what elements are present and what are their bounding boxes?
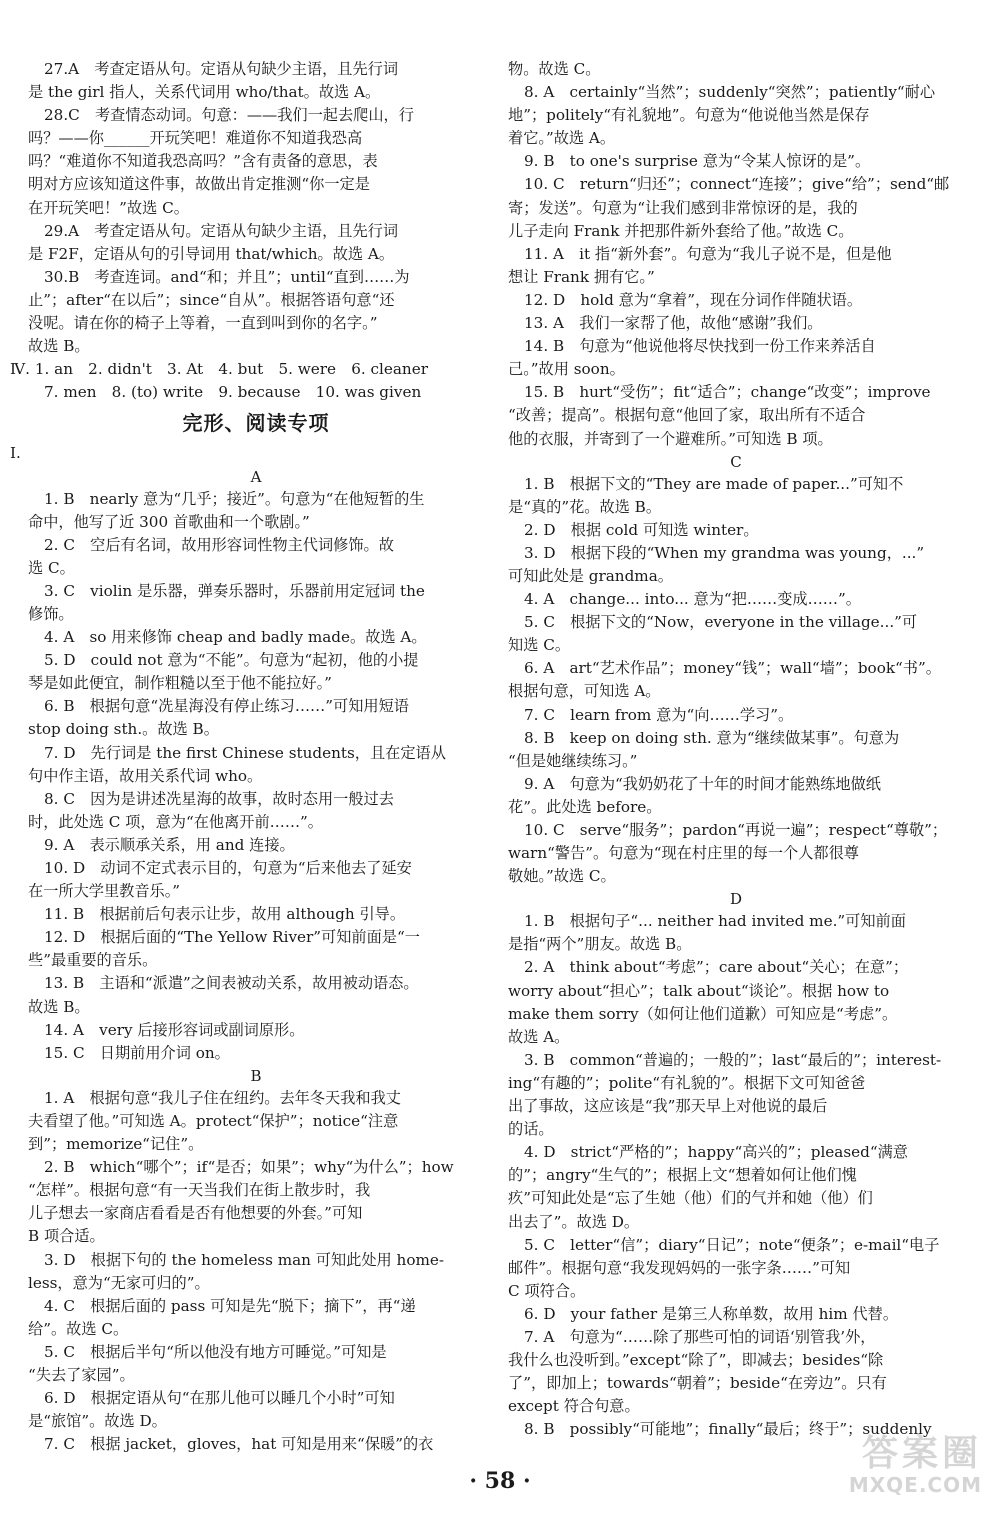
answer-line: 句中作主语，故用关系代词 who。: [28, 766, 263, 785]
answer-line: 5. C 根据下文的“Now，everyone in the village...”可: [524, 613, 918, 632]
answer-line: 寄；发送”。句意为“让我们感到非常惊讶的是，我的: [508, 198, 858, 217]
subsection-heading: C: [730, 452, 742, 471]
answer-line: 8. B possibly“可能地”；finally“最后；终于”；suddenly: [524, 1420, 932, 1439]
answer-line: B 项合适。: [28, 1227, 105, 1246]
answer-line: 2. C 空后有名词，故用形容词性物主代词修饰。故: [44, 535, 394, 554]
answer-line: 3. B common“普遍的；一般的”；last“最后的”；interest-: [524, 1050, 942, 1069]
answer-line: 邮件”。根据句意“我发现妈妈的一张字条……”可知: [508, 1258, 851, 1277]
answer-line: 10. D 动词不定式表示目的，句意为“后来他去了延安: [44, 859, 412, 877]
answer-line: 故选 B。: [28, 997, 90, 1016]
answer-line: 1. B 根据下文的“They are made of paper...”可知不: [524, 474, 904, 493]
answer-line: 11. A it 指“新外套”。句意为“我儿子说不是，但是他: [524, 244, 892, 263]
answer-line: 在一所大学里教音乐。”: [28, 882, 181, 901]
answer-line: 到”；memorize“记住”。: [28, 1135, 204, 1154]
answer-line: 13. A 我们一家帮了他，故他“感谢”我们。: [524, 314, 823, 333]
answer-line: “失去了家园”。: [28, 1365, 135, 1384]
left-column: [10, 58, 484, 1456]
answer-line: 5. C letter“信”；diary“日记”；note“便条”；e-mail“电子: [524, 1235, 940, 1254]
answer-line: 14. B 句意为“他说他将尽快找到一份工作来养活自: [524, 337, 876, 356]
answer-line: 12. D 根据后面的“The Yellow River”可知前面是“一: [44, 928, 420, 947]
page-number: · 58 ·: [469, 1468, 531, 1494]
answer-line: 3. D 根据下句的 the homeless man 可知此处用 home-: [44, 1250, 444, 1269]
answer-line: 7. C 根据 jacket，gloves，hat 可知是用来“保暖”的衣: [44, 1435, 434, 1454]
answer-line: 琴是如此便宜，制作粗糙以至于他不能拉好。”: [28, 674, 332, 693]
answer-line: 15. C 日期前用介词 on。: [44, 1043, 230, 1062]
answer-line: 夫看望了他。”可知选 A。protect“保护”；notice“注意: [28, 1111, 399, 1130]
answer-line: 1. B 根据句子“... neither had invited me.”可知前面: [524, 912, 906, 931]
answer-line: 9. A 句意为“我奶奶花了十年的时间才能熟练地做纸: [524, 774, 881, 793]
answer-line: 2. A think about“考虑”；care about“关心；在意”；: [524, 958, 909, 977]
answer-line: 是 the girl 指人，关系代词用 who/that。故选 A。: [28, 83, 381, 102]
answer-line: 的话。: [508, 1120, 554, 1139]
answer-line: make them sorry（如何让他们道歉）可知应是“考虑”。: [508, 1004, 898, 1023]
answer-line: 4. D strict“严格的”；happy“高兴的”；pleased“满意: [524, 1143, 908, 1162]
answer-line: 选 C。: [28, 558, 75, 577]
answer-line: C 项符合。: [508, 1281, 586, 1300]
answer-line: 时，此处选 C 项，意为“在他离开前……”。: [28, 812, 323, 831]
answer-line: 根据句意，可知选 A。: [508, 682, 661, 701]
answer-line: 9. A 表示顺承关系，用 and 连接。: [44, 835, 295, 854]
answer-line: 7. D 先行词是 the first Chinese students，且在定语从: [44, 743, 446, 762]
section-title: 完形、阅读专项: [182, 411, 330, 436]
answer-line: 6. A art“艺术作品”；money“钱”；wall“墙”；book“书”。: [524, 659, 941, 678]
answer-line: warn“警告”。句意为“现在村庄里的每一个人都很尊: [508, 844, 859, 863]
answer-line: 是指“两个”朋友。故选 B。: [508, 935, 692, 954]
answer-line: 儿子走向 Frank 并把那件新外套给了他。”故选 C。: [508, 221, 854, 240]
answer-line: 是“真的”花。故选 B。: [508, 497, 662, 516]
answer-line: 是 F2F，定语从句的引导词用 that/which。故选 A。: [28, 244, 395, 263]
answer-line: 花”。此处选 before。: [508, 797, 662, 816]
answer-line: 吗？——你______开玩笑吧！难道你不知道我恐高: [28, 129, 363, 148]
answer-line: 了”，即加上；towards“朝着”；beside“在旁边”。只有: [508, 1374, 887, 1393]
answer-line: 4. A so 用来修饰 cheap and badly made。故选 A。: [44, 628, 427, 647]
answer-line: 28.C 考查情态动词。句意：——我们一起去爬山，行: [44, 106, 414, 125]
subsection-heading: D: [729, 890, 743, 909]
answer-line: worry about“担心”；talk about“谈论”。根据 how to: [508, 981, 890, 1000]
answer-line: 故选 B。: [28, 337, 90, 356]
answer-line: 10. C serve“服务”；pardon“再说一遍”；respect“尊敬”；: [524, 821, 948, 839]
answer-line: 10. C return“归还”；connect“连接”；give“给”；send“邮: [524, 175, 950, 194]
answer-line: “怎样”。根据句意“有一天当我们在街上散步时，我: [28, 1181, 371, 1200]
answer-line: 6. D your father 是第三人称单数，故用 him 代替。: [524, 1304, 899, 1323]
answer-line: 11. B 根据前后句表示让步，故用 although 引导。: [44, 905, 406, 924]
answer-line: 5. D could not 意为“不能”。句意为“起初，他的小提: [44, 651, 419, 670]
answer-line: 7. A 句意为“……除了那些可怕的词语‘别管我’外，: [524, 1327, 876, 1346]
answer-line: 3. C violin 是乐器，弹奏乐器时，乐器前用定冠词 the: [44, 581, 425, 600]
answer-line: 14. A very 后接形容词或副词原形。: [44, 1020, 305, 1039]
answer-line: 7. C learn from 意为“向……学习”。: [524, 705, 794, 724]
answer-line: 6. D 根据定语从句“在那儿他可以睡几个小时”可知: [44, 1389, 395, 1408]
answer-line: 1. B nearly 意为“几乎；接近”。句意为“在他短暂的生: [44, 489, 425, 508]
answer-line: 8. A certainly“当然”；suddenly“突然”；patiently“耐心: [524, 83, 936, 102]
answer-line: 疚”可知此处是“忘了生她（他）们的气并和她（他）们: [508, 1189, 873, 1208]
answer-line: 4. C 根据后面的 pass 可知是先“脱下；摘下”，再“递: [44, 1296, 416, 1315]
answer-line: 27.A 考查定语从句。定语从句缺少主语，且先行词: [44, 60, 399, 78]
answer-line: 敬她。”故选 C。: [508, 867, 616, 886]
answer-line: 8. B keep on doing sth. 意为“继续做某事”。句意为: [524, 728, 900, 747]
answer-line: 吗？“难道你不知道我恐高吗？”含有责备的意思，表: [28, 152, 378, 171]
answer-line: 没呢。请在你的椅子上等着，一直到叫到你的名字。”: [28, 314, 378, 333]
answer-line: 在开玩笑吧！”故选 C。: [28, 198, 189, 217]
answer-line: 己。”故用 soon。: [508, 360, 625, 379]
answer-line: 命中，他写了近 300 首歌曲和一个歌剧。”: [28, 512, 310, 531]
answer-line: 些”最重要的音乐。: [28, 951, 158, 970]
answer-line: “改善；提高”。根据句意“他回了家，取出所有不适合: [508, 406, 866, 425]
answer-line: 的”；angry“生气的”；根据上文“想着如何让他们愧: [508, 1166, 857, 1185]
answer-line: 物。故选 C。: [508, 60, 601, 78]
answer-line: 1. A 根据句意“我儿子住在纽约。去年冬天我和我丈: [44, 1088, 401, 1107]
answer-line: Ⅳ. 1. an 2. didn't 3. At 4. but 5. were 6. cleaner: [10, 360, 428, 379]
answer-line: except 符合句意。: [508, 1397, 640, 1416]
watermark-text: 答案圈: [861, 1433, 982, 1474]
subsection-heading: A: [250, 467, 262, 486]
answer-line: 知选 C。: [508, 636, 571, 655]
answer-line: 给”。故选 C。: [28, 1319, 129, 1338]
answer-line: 29.A 考查定语从句。定语从句缺少主语，且先行词: [44, 221, 399, 240]
answer-line: 他的衣服，并寄到了一个避难所。”可知选 B 项。: [508, 429, 833, 448]
answer-line: 6. B 根据句意“冼星海没有停止练习……”可知用短语: [44, 697, 409, 716]
answer-line: stop doing sth.。故选 B。: [28, 720, 219, 739]
watermark-url: MXQE.COM: [848, 1473, 982, 1497]
answer-line: 地”；politely“有礼貌地”。句意为“他说他当然是保存: [508, 106, 870, 125]
answer-line: less，意为“无家可归的”。: [28, 1273, 210, 1292]
answer-line: 3. D 根据下段的“When my grandma was young，...”: [524, 543, 925, 562]
answer-line: 是“旅馆”。故选 D。: [28, 1412, 167, 1431]
answer-line: 修饰。: [28, 604, 74, 623]
right-column: [508, 58, 964, 1441]
answer-line: 30.B 考查连词。and“和；并且”；until“直到……为: [44, 267, 410, 286]
answer-line: 2. D 根据 cold 可知选 winter。: [524, 520, 759, 539]
answer-line: 明对方应该知道这件事，故做出肯定推测“你一定是: [28, 175, 370, 194]
answer-line: 2. B which“哪个”；if“是否；如果”；why“为什么”；how: [44, 1158, 454, 1177]
answer-line: “但是她继续练习。”: [508, 751, 638, 770]
answer-line: 可知此处是 grandma。: [508, 566, 673, 585]
answer-line: Ⅰ.: [10, 444, 21, 463]
answer-line: 4. A change... into... 意为“把……变成……”。: [524, 590, 861, 609]
answer-line: 出了事故，这应该是“我”那天早上对他说的最后: [508, 1097, 828, 1116]
answer-line: ing“有趣的”；polite“有礼貌的”。根据下文可知爸爸: [508, 1073, 866, 1092]
answer-line: 5. C 根据后半句“所以他没有地方可睡觉。”可知是: [44, 1342, 387, 1361]
answer-line: 7. men 8. (to) write 9. because 10. was given: [44, 383, 422, 402]
answer-line: 我什么也没听到。”except“除了”，即减去；besides“除: [508, 1351, 884, 1370]
answer-line: 12. D hold 意为“拿着”，现在分词作伴随状语。: [524, 290, 863, 309]
answer-line: 8. C 因为是讲述冼星海的故事，故时态用一般过去: [44, 789, 394, 808]
answer-line: 儿子想去一家商店看看是否有他想要的外套。”可知: [28, 1204, 363, 1223]
answer-line: 15. B hurt“受伤”；fit“适合”；change“改变”；improve: [524, 383, 931, 402]
answer-line: 13. B 主语和“派遣”之间表被动关系，故用被动语态。: [44, 974, 419, 993]
answer-line: 止”；after“在以后”；since“自从”。根据答语句意“还: [28, 290, 395, 309]
subsection-heading: B: [250, 1066, 262, 1085]
answer-line: 故选 A。: [508, 1027, 570, 1046]
watermark-logo: [792, 1434, 982, 1506]
answer-line: 想让 Frank 拥有它。”: [508, 267, 655, 286]
answer-line: 9. B to one's surprise 意为“令某人惊讶的是”。: [524, 152, 871, 171]
answer-line: 出去了”。故选 D。: [508, 1212, 640, 1231]
answer-line: 着它。”故选 A。: [508, 129, 616, 148]
